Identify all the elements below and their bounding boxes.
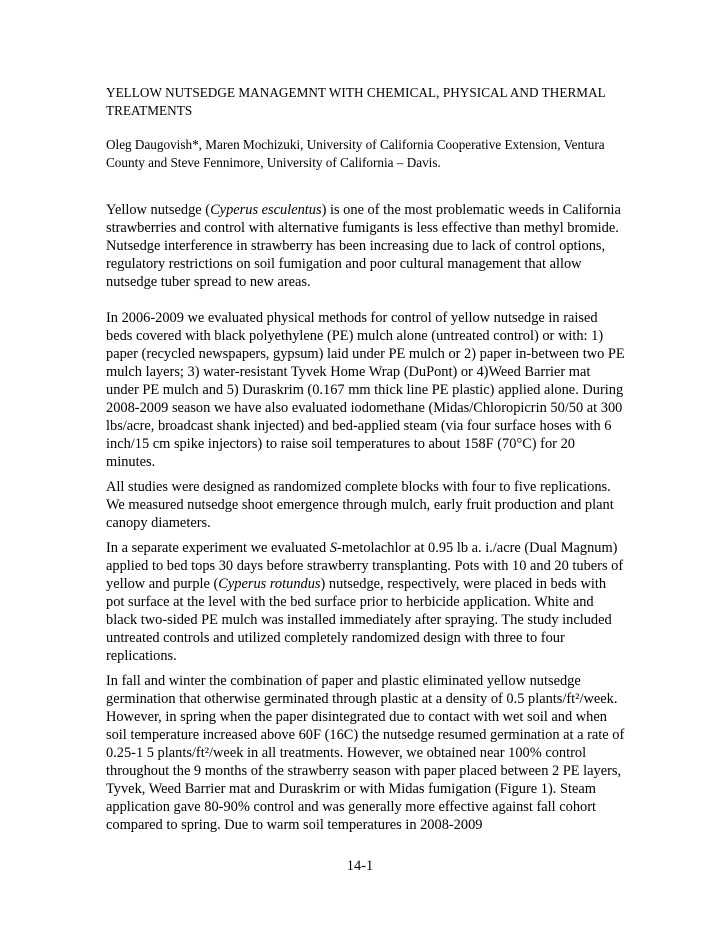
herbicide-text-a: In a separate experiment we evaluated	[106, 540, 330, 556]
page-number: 14-1	[346, 858, 374, 874]
paragraph-design: All studies were designed as randomized complete blocks with four to five replications. We measured nutsedge shoot emergence through mulch, early fruit production and plant canopy diameters.	[106, 479, 614, 531]
authors-line: Oleg Daugovish*, Maren Mochizuki, University of California Cooperative Extension, Ventura County and Steve Fennimore, University of California – Davis.	[106, 137, 605, 170]
paragraph-results: In fall and winter the combination of paper and plastic eliminated yellow nutsedge germination that otherwise germinated through plastic at a density of 0.5 plants/ft²/week. However, in spring when the paper disintegrated due to contact with wet soil and when soil temperature increased above 60F (16C) the nutsedge resumed germination at a rate of 0.25-1 5 plants/ft²/week in all treatments. However, we obtained near 100% control throughout the 9 months of the strawberry season with paper placed between 2 PE layers, Tyvek, Weed Barrier mat and Duraskrim or with Midas fumigation (Figure 1). Steam application gave 80-90% control and was generally more effective against fall cohort compared to spring. Due to warm soil temperatures in 2008-2009	[106, 673, 625, 833]
paragraph-methods-physical: In 2006-2009 we evaluated physical methods for control of yellow nutsedge in raised beds covered with black polyethylene (PE) mulch alone (untreated control) or with: 1) paper (recycled newspapers, gypsum) laid under PE mulch or 2) paper in-between two PE mulch layers; 3) water-resistant Tyvek Home Wrap (DuPont) or 4)Weed Barrier mat under PE mulch and 5) Duraskrim (0.167 mm thick line PE plastic) applied alone. During 2008-2009 season we have also evaluated iodomethane (Midas/Chloropicrin 50/50 at 300 lbs/acre, broadcast shank injected) and bed-applied steam (via four surface hoses with 6 inch/15 cm spike injectors) to raise soil temperatures to about 158F (70°C) for 20 minutes.	[106, 310, 625, 470]
species-name-rotundus: Cyperus rotundus	[218, 576, 321, 592]
chemical-s-prefix: S	[329, 540, 337, 556]
document-title: YELLOW NUTSEDGE MANAGEMNT WITH CHEMICAL, PHYSICAL AND THERMAL TREATMENTS	[106, 85, 606, 118]
herbicide-text-b: -metolachlor at 0.95 lb a. i./acre (Dual Magnum) applied to bed tops 30 days before strawberry transplanting. Pots with 10 and 20 tubers of yellow and purple (	[106, 540, 624, 592]
document-body	[106, 84, 626, 834]
herbicide-text-c: ) nutsedge, respectively, were placed in beds with pot surface at the level with the bed surface prior to herbicide application. White and black two-sided PE mulch was installed immediately after spraying. The study included untreated controls and utilized completely randomized design with three to four replications.	[106, 576, 612, 664]
intro-text-b: ) is one of the most problematic weeds in California strawberries and control with alternative fumigants is less effective than methyl bromide. Nutsedge interference in strawberry has been increasing due to lack of control options, regulatory restrictions on soil fumigation and poor cultural management that allow nutsedge tuber spread to new areas.	[106, 202, 621, 290]
species-name-esculentus: Cyperus esculentus	[210, 202, 322, 218]
paragraph-intro	[106, 201, 626, 291]
paragraph-herbicide-experiment	[106, 539, 626, 665]
intro-text-a: Yellow nutsedge (	[106, 202, 211, 218]
